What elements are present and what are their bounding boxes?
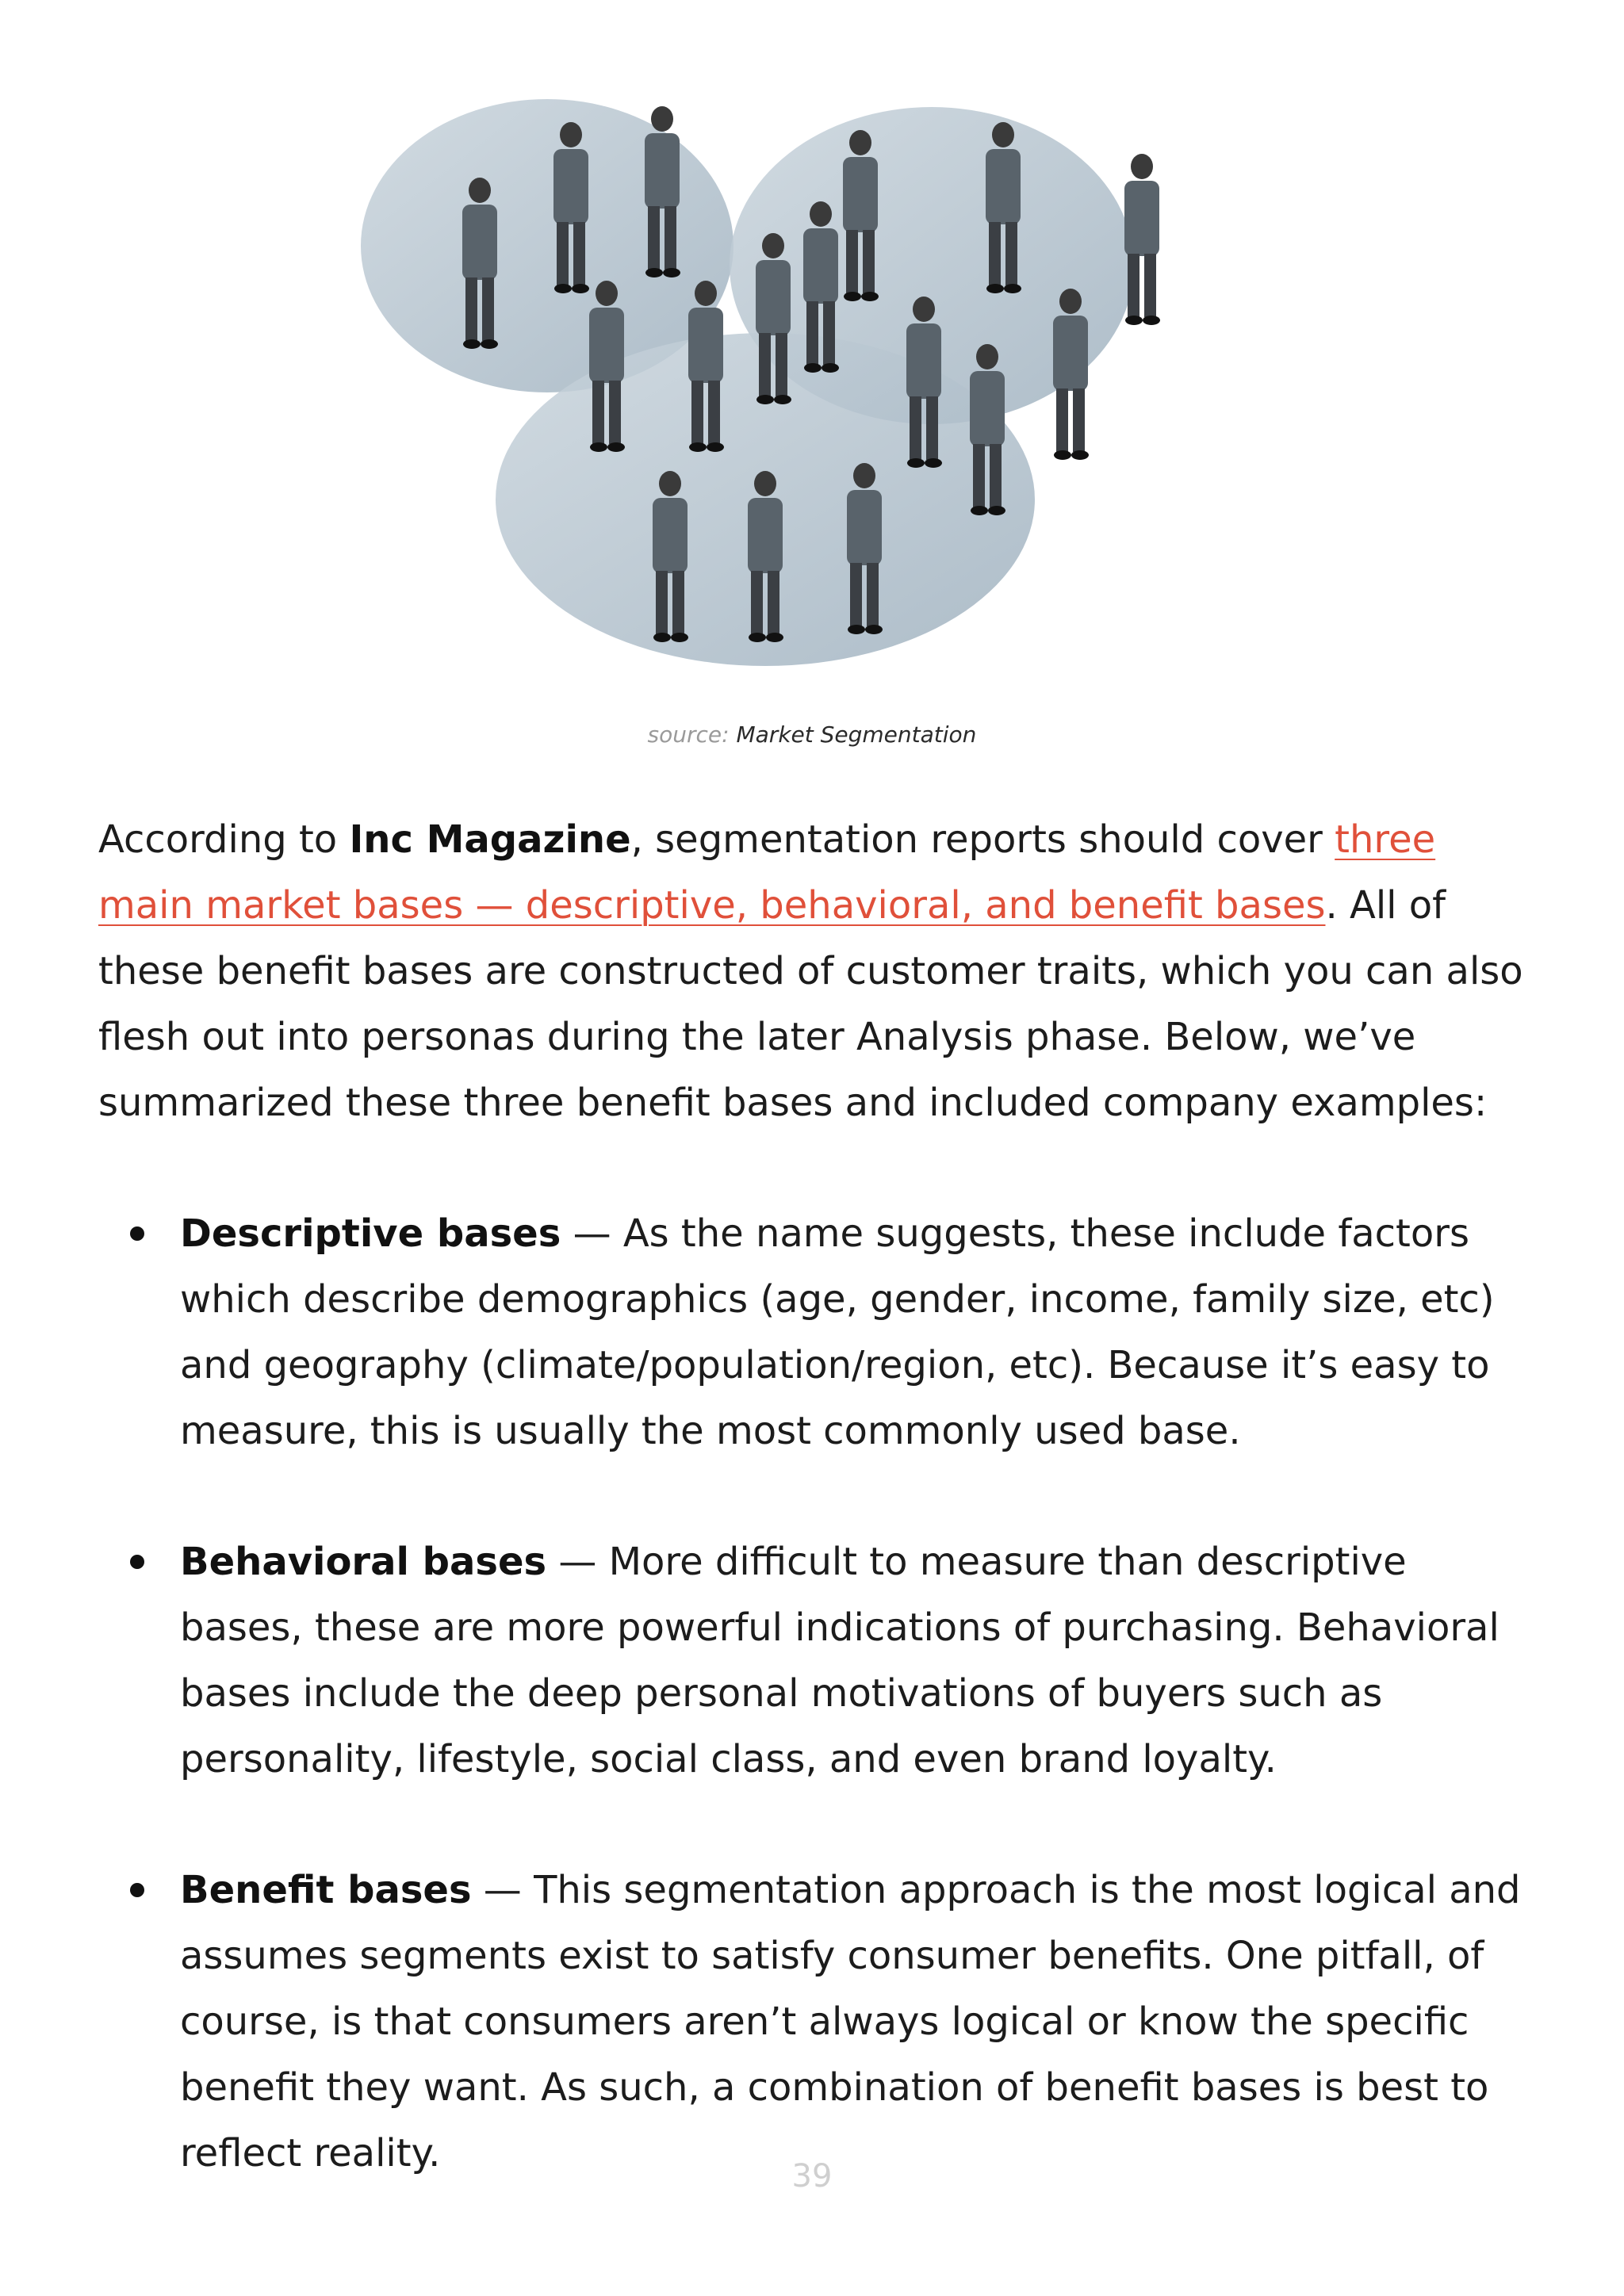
article-body <box>98 807 1526 2252</box>
person-figure <box>1124 154 1160 325</box>
bullet-icon <box>130 1226 144 1241</box>
intro-text-1: According to <box>98 817 350 862</box>
list-item-behavioral <box>98 1529 1526 1793</box>
list-item-text: — This segmentation approach is the most logical and assumes segments exist to satisfy consumer benefits. One pitfall, of course, is that consumers aren’t always logical or know the specific benefit they want. As such, a combination of benefit bases is best to reflect reality. <box>180 1868 1521 2175</box>
caption-prefix: source: <box>647 721 730 748</box>
inc-magazine-bold: Inc Magazine <box>349 817 631 862</box>
list-item-benefit <box>98 1858 1526 2187</box>
caption-title: Market Segmentation <box>736 721 977 748</box>
page-number: 39 <box>791 2158 833 2195</box>
list-item-title: Behavioral bases <box>180 1540 547 1584</box>
list-item-text: — More difficult to measure than descriptive bases, these are more powerful indications of purchasing. Behavioral bases include the deep personal motivations of buyers such as personality, lifestyle, social class, and even brand loyalty. <box>180 1540 1500 1781</box>
list-item-descriptive <box>98 1201 1526 1464</box>
bullet-icon <box>130 1883 144 1897</box>
list-item-title: Benefit bases <box>180 1868 472 1912</box>
market-segmentation-illustration <box>361 87 1273 698</box>
bases-list <box>98 1201 1526 2187</box>
bullet-icon <box>130 1555 144 1569</box>
intro-paragraph <box>98 807 1526 1136</box>
figure-caption <box>0 721 1624 748</box>
intro-text-2: , segmentation reports should cover <box>630 817 1335 862</box>
intro-text-3: . All of these benefit bases are constructed of customer traits, which you can also flesh out into personas during the later Analysis phase. Below, we’ve summarized these three benefit bases and included company examples: <box>98 883 1523 1125</box>
list-item-text: — As the name suggests, these include factors which describe demographics (age, gender, income, family size, etc) and geography (climate/population/region, etc). Because it’s easy to measure, this is usually the most commonly used base. <box>180 1211 1495 1453</box>
list-item-title: Descriptive bases <box>180 1211 561 1256</box>
market-bases-link[interactable]: three main market bases — descriptive, behavioral, and benefit bases <box>98 817 1436 928</box>
segmentation-graphic <box>361 87 1273 698</box>
